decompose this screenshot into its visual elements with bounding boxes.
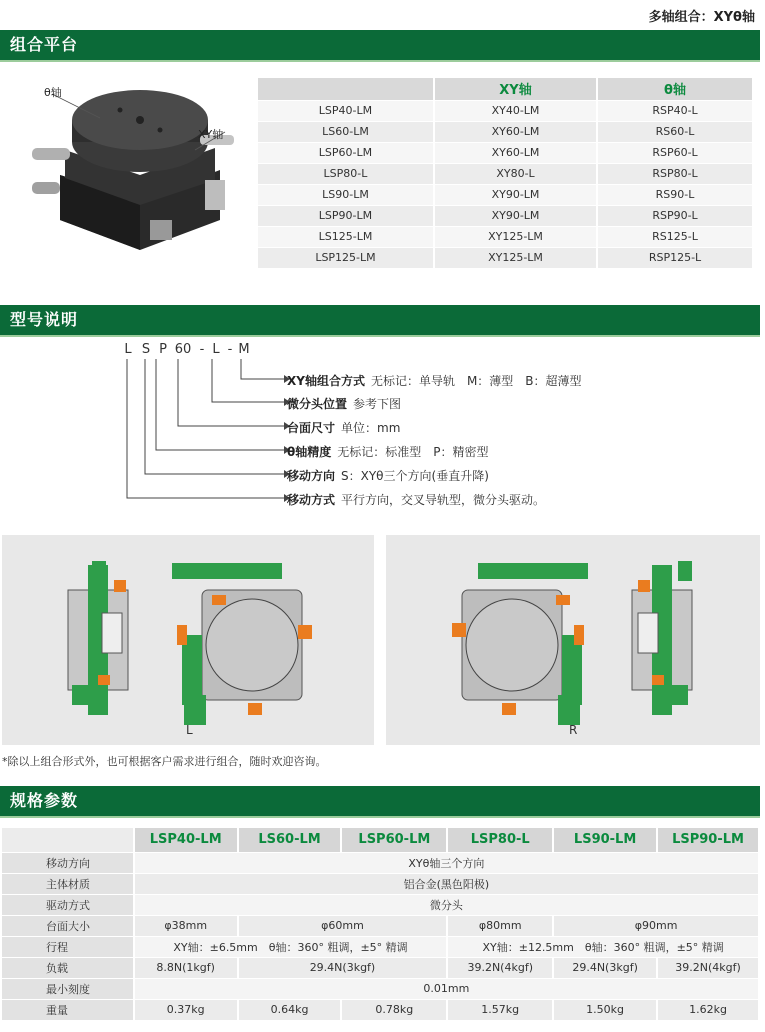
spec-cell: XY轴：±12.5mm θ轴：360° 粗调，±5° 精调 [447, 936, 759, 957]
spec-cell: φ80mm [447, 915, 553, 936]
table-row [2, 873, 759, 894]
code-letter: M [238, 342, 250, 357]
code-item-desc: 单位：mm [341, 421, 401, 435]
code-item-desc: 平行方向，交叉导轨型，微分头驱动。 [341, 493, 546, 507]
cell-model: LS125-LM [258, 226, 434, 247]
code-item-desc: 无标记：标准型 P：精密型 [337, 445, 489, 459]
spec-cell: 0.01mm [134, 978, 759, 999]
code-item-desc: 无标记：单导轨 M：薄型 B：超薄型 [370, 374, 582, 388]
table-row [258, 163, 753, 184]
table-row [2, 999, 759, 1020]
cell-theta: RSP90-L [597, 205, 753, 226]
cell-model: LS90-LM [258, 184, 434, 205]
model-code-leader-lines [0, 355, 300, 515]
spec-header-model: LSP40-LM [134, 828, 238, 852]
spec-cell: 微分头 [134, 894, 759, 915]
cell-model: LSP60-LM [258, 142, 434, 163]
cell-theta: RSP125-L [597, 247, 753, 268]
code-item [287, 419, 400, 436]
custom-combination-note: *除以上组合形式外，也可根据客户需求进行组合，随时欢迎咨询。 [2, 755, 327, 768]
xy-axis-label: XY轴 [198, 128, 224, 141]
cell-xy: XY60-LM [434, 142, 597, 163]
cell-theta: RS90-L [597, 184, 753, 205]
spec-row-label: 移动方向 [2, 852, 134, 873]
cell-model: LSP40-LM [258, 100, 434, 121]
spec-cell: 29.4N(3kgf) [238, 957, 448, 978]
cell-xy: XY125-LM [434, 226, 597, 247]
section-title-spec: 规格参数 [0, 786, 760, 816]
code-item-name: 台面尺寸 [287, 421, 336, 435]
spec-cell: 1.57kg [447, 999, 553, 1020]
spec-cell: 0.37kg [134, 999, 238, 1020]
spec-cell: 0.64kg [238, 999, 342, 1020]
spec-cell: 1.50kg [553, 999, 657, 1020]
spec-cell: 8.8N(1kgf) [134, 957, 238, 978]
table-row [2, 978, 759, 999]
table-row [258, 226, 753, 247]
table-row [2, 852, 759, 873]
code-item [287, 467, 489, 484]
cell-theta: RS125-L [597, 226, 753, 247]
code-item-desc: 参考下图 [353, 397, 402, 411]
combo-header-theta: θ轴 [597, 78, 753, 100]
combo-header-xy: XY轴 [434, 78, 597, 100]
table-row [258, 184, 753, 205]
table-row [2, 894, 759, 915]
theta-axis-label: θ轴 [44, 86, 62, 99]
spec-row-label: 行程 [2, 936, 134, 957]
table-row [2, 936, 759, 957]
cell-theta: RSP60-L [597, 142, 753, 163]
code-item [287, 395, 401, 412]
table-row [258, 247, 753, 268]
code-item [287, 372, 582, 389]
table-row [258, 142, 753, 163]
spec-cell: 39.2N(4kgf) [657, 957, 759, 978]
spec-row-label: 重量 [2, 999, 134, 1020]
spec-row-label: 驱动方式 [2, 894, 134, 915]
layout-diagram-left [2, 535, 374, 745]
section-title-model: 型号说明 [0, 305, 760, 335]
cell-theta: RS60-L [597, 121, 753, 142]
code-item [287, 491, 545, 508]
table-row [258, 121, 753, 142]
code-item-name: 移动方向 [287, 469, 336, 483]
spec-cell: 0.78kg [341, 999, 447, 1020]
page-category-tag: 多轴组合：XYθ轴 [648, 10, 755, 25]
cell-xy: XY125-LM [434, 247, 597, 268]
code-letter: L [212, 342, 220, 357]
layout-diagram-right [386, 535, 760, 745]
cell-xy: XY90-LM [434, 205, 597, 226]
cell-xy: XY80-L [434, 163, 597, 184]
spec-cell: φ38mm [134, 915, 238, 936]
cell-model: LSP90-LM [258, 205, 434, 226]
table-row [258, 205, 753, 226]
diagram-label-l: L [186, 723, 193, 737]
section-title-combo: 组合平台 [0, 30, 760, 60]
spec-header-blank [2, 828, 134, 852]
spec-row-label: 负载 [2, 957, 134, 978]
cell-xy: XY60-LM [434, 121, 597, 142]
spec-table [2, 828, 760, 1020]
code-item-name: XY轴组合方式 [287, 374, 365, 388]
spec-header-model: LS90-LM [553, 828, 657, 852]
spec-cell: XYθ轴三个方向 [134, 852, 759, 873]
spec-header-model: LSP60-LM [341, 828, 447, 852]
code-item-name: 微分头位置 [287, 397, 348, 411]
table-row [2, 957, 759, 978]
spec-cell: φ60mm [238, 915, 448, 936]
spec-cell: 1.62kg [657, 999, 759, 1020]
code-item [287, 443, 489, 460]
code-item-desc: S：XYθ三个方向(垂直升降) [341, 469, 489, 483]
spec-row-label: 主体材质 [2, 873, 134, 894]
code-item-name: θ轴精度 [287, 445, 332, 459]
spec-cell: φ90mm [553, 915, 759, 936]
spec-cell: 39.2N(4kgf) [447, 957, 553, 978]
cell-xy: XY90-LM [434, 184, 597, 205]
spec-header-model: LSP80-L [447, 828, 553, 852]
diagram-label-r: R [569, 723, 578, 737]
spec-cell: 铝合金(黑色阳极) [134, 873, 759, 894]
cell-model: LSP125-LM [258, 247, 434, 268]
code-letter: P [159, 342, 167, 357]
spec-row-label: 最小刻度 [2, 978, 134, 999]
table-row [2, 915, 759, 936]
code-letter: 60 [174, 342, 192, 357]
cell-model: LS60-LM [258, 121, 434, 142]
xy-theta-stage-photo [30, 80, 250, 260]
cell-theta: RSP80-L [597, 163, 753, 184]
spec-header-model: LS60-LM [238, 828, 342, 852]
cell-theta: RSP40-L [597, 100, 753, 121]
code-letter: - [199, 342, 205, 357]
spec-cell: 29.4N(3kgf) [553, 957, 657, 978]
cell-model: LSP80-L [258, 163, 434, 184]
code-letter: - [227, 342, 233, 357]
code-letter: L [124, 342, 132, 357]
combo-header-model [258, 78, 434, 100]
code-item-name: 移动方式 [287, 493, 336, 507]
cell-xy: XY40-LM [434, 100, 597, 121]
code-letter: S [141, 342, 151, 357]
spec-header-model: LSP90-LM [657, 828, 759, 852]
table-row [258, 100, 753, 121]
spec-cell: XY轴：±6.5mm θ轴：360° 粗调，±5° 精调 [134, 936, 448, 957]
spec-row-label: 台面大小 [2, 915, 134, 936]
combination-table [258, 78, 754, 268]
